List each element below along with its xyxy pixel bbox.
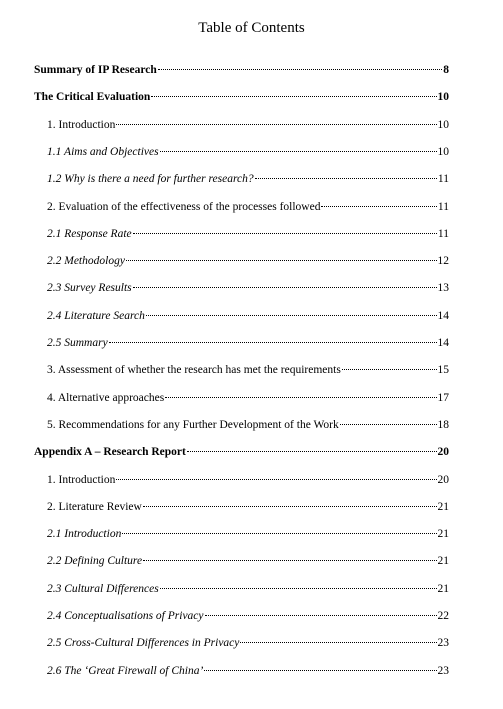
dot-leader [143,506,437,507]
toc-entry-title: 2.3 Cultural Differences [47,582,159,595]
toc-entry-page-number: 13 [437,282,449,295]
dot-leader [151,96,436,97]
toc-entry[interactable] [34,89,449,105]
toc-entry-page-number: 14 [437,309,449,322]
dot-leader [116,124,436,125]
toc-entry[interactable] [47,171,449,187]
toc-entry-page-number: 21 [437,582,449,595]
toc-entry[interactable] [47,362,449,378]
dot-leader [133,233,437,234]
dot-leader [165,397,436,398]
toc-entry-page-number: 10 [437,145,449,158]
toc-entry-page-number: 21 [437,555,449,568]
toc-entry-page-number: 22 [437,610,449,622]
toc-entry-title: 2.1 Introduction [47,528,122,541]
toc-entry-title: 2. Evaluation of the effectiveness of the processes followed [47,200,321,213]
toc-entry[interactable] [47,472,449,488]
toc-entry-page-number: 21 [437,500,449,513]
toc-entry-title: 2.4 Literature Search [47,309,145,322]
dot-leader [158,69,442,70]
toc-entry[interactable] [47,253,449,269]
toc-entry[interactable] [47,226,449,242]
dot-leader [122,533,436,534]
toc-entry-title: Summary of IP Research [34,64,157,76]
toc-entry[interactable] [47,553,449,569]
dot-leader [146,315,437,316]
toc-entry-title: 2.2 Defining Culture [47,555,143,568]
toc-entry[interactable] [47,280,449,296]
toc-entry-page-number: 10 [437,118,449,131]
toc-entry-title: 1.2 Why is there a need for further research? [47,173,254,186]
toc-entry[interactable] [34,444,449,460]
dot-leader [160,588,437,589]
toc-entry-title: 1.1 Aims and Objectives [47,145,159,158]
toc-entry-title: 5. Recommendations for any Further Development of the Work [47,418,339,431]
dot-leader [342,369,437,370]
toc-entry[interactable] [47,308,449,324]
toc-entry[interactable] [47,335,449,351]
dot-leader [187,451,437,452]
toc-entry-page-number: 11 [437,227,449,240]
toc-entry[interactable] [47,635,449,651]
toc-entry-title: 2.4 Conceptualisations of Privacy [47,610,204,622]
toc-entry-title: 2.5 Cross-Cultural Differences in Privacy [47,637,240,650]
toc-entry-page-number: 11 [437,200,449,213]
toc-entry[interactable] [47,117,449,133]
dot-leader [116,479,436,480]
dot-leader [321,206,436,207]
dot-leader [205,615,437,616]
toc-entry-title: 2. Literature Review [47,500,142,513]
page-title: Table of Contents [198,20,305,36]
toc-entry-page-number: 14 [437,337,449,349]
toc-entry-title: 1. Introduction [47,118,116,131]
toc-entry-page-number: 23 [437,637,449,650]
toc-entry-title: The Critical Evaluation [34,91,151,104]
toc-entry-title: 2.2 Methodology [47,255,125,268]
toc-entry-page-number: 15 [437,364,449,377]
toc-entry-page-number: 20 [437,473,449,486]
toc-entry[interactable] [47,526,449,542]
toc-entry[interactable] [47,663,449,679]
dot-leader [340,424,437,425]
toc-entry[interactable] [47,499,449,515]
toc-entry-title: 4. Alternative approaches [47,391,165,404]
toc-entry[interactable] [47,390,449,406]
toc-entry[interactable] [47,608,449,624]
toc-entry[interactable] [47,144,449,160]
toc-entry-page-number: 18 [437,418,449,431]
dot-leader [126,260,437,261]
toc-entry-page-number: 17 [437,391,449,404]
dot-leader [109,342,437,343]
dot-leader [255,178,437,179]
toc-entry[interactable] [47,417,449,433]
toc-entry-page-number: 12 [437,255,449,268]
toc-entry-title: 1. Introduction [47,473,116,486]
toc-entry-title: 3. Assessment of whether the research has met the requirements [47,364,341,377]
toc-entry-title: Appendix A – Research Report [34,446,186,459]
dot-leader [143,560,436,561]
toc-entry-title: 2.5 Summary [47,337,108,349]
toc-entry-page-number: 8 [443,64,449,76]
toc-entry-page-number: 21 [437,528,449,541]
toc-entry[interactable] [47,581,449,597]
toc-entry-page-number: 11 [437,173,449,186]
toc-entry-title: 2.3 Survey Results [47,282,132,295]
toc-entry-title: 2.1 Response Rate [47,227,132,240]
dot-leader [133,287,437,288]
toc-entry-page-number: 20 [437,446,449,459]
toc-entry-page-number: 23 [437,664,449,677]
toc-entry[interactable] [47,199,449,215]
dot-leader [204,670,436,671]
toc-entry-page-number: 10 [437,91,449,104]
toc-entry-title: 2.6 The ‘Great Firewall of China’ [47,664,204,677]
dot-leader [160,151,437,152]
toc-entry[interactable] [34,62,449,78]
dot-leader [240,642,436,643]
